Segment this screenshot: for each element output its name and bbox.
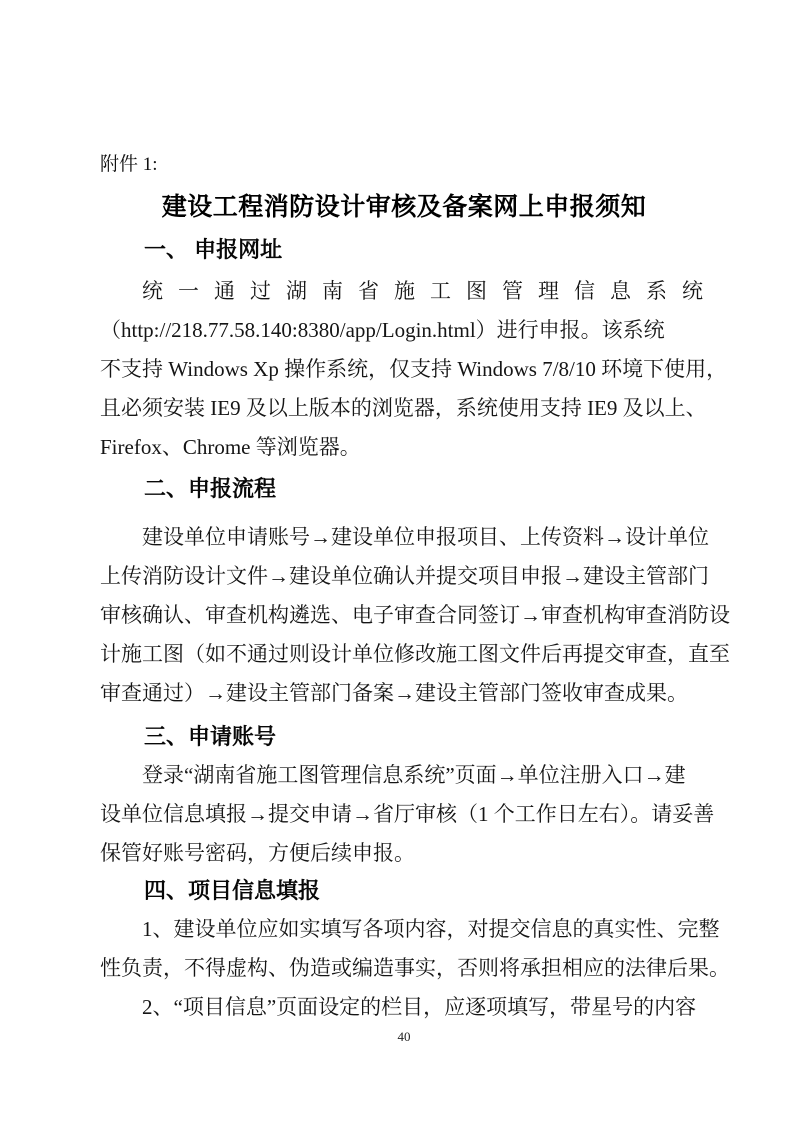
paragraph-line: 2、“项目信息”页面设定的栏目，应逐项填写，带星号的内容 [142,995,697,1019]
section-heading-1: 一、 申报网址 [144,237,283,262]
paragraph-line: 审核确认、审查机构遴选、电子审查合同签订→审查机构审查消防设 [100,603,730,627]
section-3-paragraph [100,756,715,873]
paragraph-line: 不支持 Windows Xp 操作系统，仅支持 Windows 7/8/10 环境下使用， [100,357,728,381]
paragraph-line: 1、建设单位应如实填写各项内容，对提交信息的真实性、完整 [142,917,720,941]
section-4-paragraph [100,910,730,1027]
section-1-paragraph [100,272,728,467]
section-2-paragraph [100,518,730,713]
paragraph-line: 登录“湖南省施工图管理信息系统”页面→单位注册入口→建 [142,763,686,787]
paragraph-line: 建设单位申请账号→建设单位申报项目、上传资料→设计单位 [142,525,709,549]
paragraph-line: 计施工图（如不通过则设计单位修改施工图文件后再提交审查，直至 [100,642,730,666]
paragraph-line: 设单位信息填报→提交申请→省厅审核（1 个工作日左右）。请妥善 [100,802,715,826]
page-number: 40 [397,1029,411,1044]
paragraph-line: （http://218.77.58.140:8380/app/Login.html）进行申报。该系统 [100,318,665,342]
section-heading-2: 二、申报流程 [144,476,277,501]
paragraph-line: 且必须安装 IE9 及以上版本的浏览器，系统使用支持 IE9 及以上、 [100,396,707,420]
paragraph-line: Firefox、Chrome 等浏览器。 [100,435,361,459]
section-heading-4: 四、项目信息填报 [144,878,321,903]
paragraph-line: 统一通过湖南省施工图管理信息系统 [142,279,718,303]
paragraph-line: 审查通过）→建设主管部门备案→建设主管部门签收审查成果。 [100,681,688,705]
document-title: 建设工程消防设计审核及备案网上申报须知 [161,194,647,221]
paragraph-line: 上传消防设计文件→建设单位确认并提交项目申报→建设主管部门 [100,564,709,588]
paragraph-line: 保管好账号密码，方便后续申报。 [100,841,415,865]
attachment-label: 附件 1: [100,154,158,175]
paragraph-line: 性负责，不得虚构、伪造或编造事实，否则将承担相应的法律后果。 [100,956,730,980]
section-heading-3: 三、申请账号 [144,724,277,749]
